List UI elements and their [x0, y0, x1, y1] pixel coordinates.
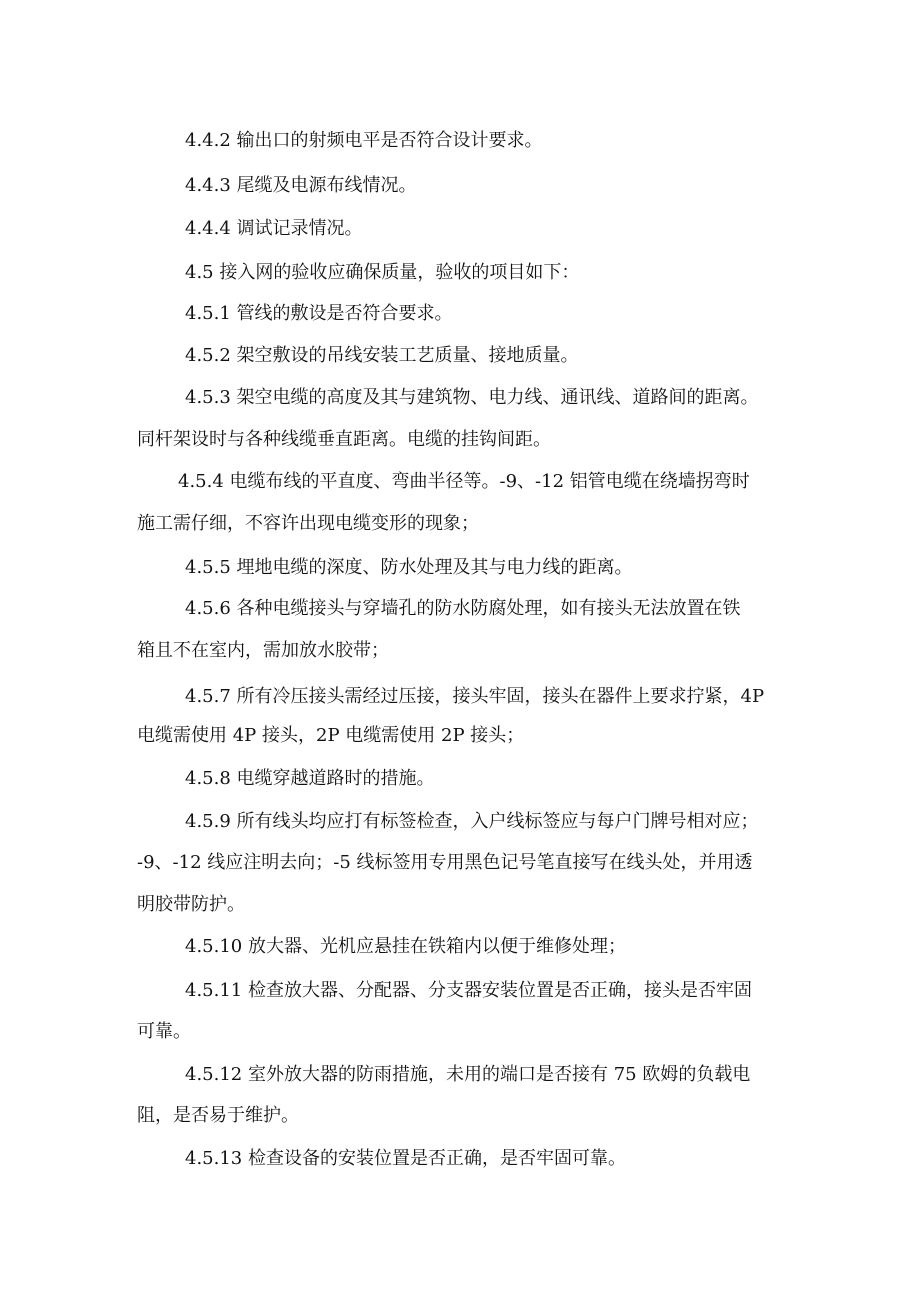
paragraph-4-5-9-line2: -9、-12 线应注明去向；-5 线标签用专用黑色记号笔直接写在线头处，并用透 [137, 852, 753, 873]
paragraph-4-4-4: 4.4.4 调试记录情况。 [185, 218, 363, 239]
paragraph-4-5-12-line2: 阻，是否易于维护。 [137, 1105, 299, 1126]
paragraph-4-5-11-line2: 可靠。 [137, 1021, 191, 1042]
paragraph-4-5-7-line1: 4.5.7 所有冷压接头需经过压接，接头牢固，接头在器件上要求拧紧，4P [185, 686, 765, 707]
paragraph-4-5-8: 4.5.8 电缆穿越道路时的措施。 [185, 768, 435, 789]
paragraph-4-5-3-line1: 4.5.3 架空电缆的高度及其与建筑物、电力线、通讯线、道路间的距离。 [185, 387, 759, 408]
paragraph-4-5-1: 4.5.1 管线的敷设是否符合要求。 [185, 303, 453, 324]
paragraph-4-5-3-line2: 同杆架设时与各种线缆垂直距离。电缆的挂钩间距。 [137, 429, 551, 450]
paragraph-4-5: 4.5 接入网的验收应确保质量，验收的项目如下： [185, 262, 580, 283]
paragraph-4-5-5: 4.5.5 埋地电缆的深度、防水处理及其与电力线的距离。 [185, 557, 633, 578]
paragraph-4-5-9-line1: 4.5.9 所有线头均应打有标签检查，入户线标签应与每户门牌号相对应； [185, 811, 759, 832]
paragraph-4-5-6-line2: 箱且不在室内，需加放水胶带； [137, 640, 389, 661]
paragraph-4-5-11-line1: 4.5.11 检查放大器、分配器、分支器安装位置是否正确，接头是否牢固 [185, 980, 752, 1001]
paragraph-4-4-2: 4.4.2 输出口的射频电平是否符合设计要求。 [185, 130, 543, 151]
paragraph-4-5-7-line2: 电缆需使用 4P 接头，2P 电缆需使用 2P 接头； [137, 725, 525, 746]
paragraph-4-5-4-line1: 4.5.4 电缆布线的平直度、弯曲半径等。-9、-12 铝管电缆在绕墙拐弯时 [178, 471, 750, 492]
paragraph-4-5-4-line2: 施工需仔细，不容许出现电缆变形的现象； [137, 513, 479, 534]
paragraph-4-5-10: 4.5.10 放大器、光机应悬挂在铁箱内以便于维修处理； [185, 936, 626, 957]
paragraph-4-5-9-line3: 明胶带防护。 [137, 894, 245, 915]
paragraph-4-5-12-line1: 4.5.12 室外放大器的防雨措施，未用的端口是否接有 75 欧姆的负载电 [185, 1064, 751, 1085]
paragraph-4-5-13: 4.5.13 检查设备的安装位置是否正确，是否牢固可靠。 [185, 1148, 626, 1169]
paragraph-4-5-6-line1: 4.5.6 各种电缆接头与穿墙孔的防水防腐处理，如有接头无法放置在铁 [185, 598, 741, 619]
paragraph-4-4-3: 4.4.3 尾缆及电源布线情况。 [185, 175, 417, 196]
paragraph-4-5-2: 4.5.2 架空敷设的吊线安装工艺质量、接地质量。 [185, 345, 579, 366]
